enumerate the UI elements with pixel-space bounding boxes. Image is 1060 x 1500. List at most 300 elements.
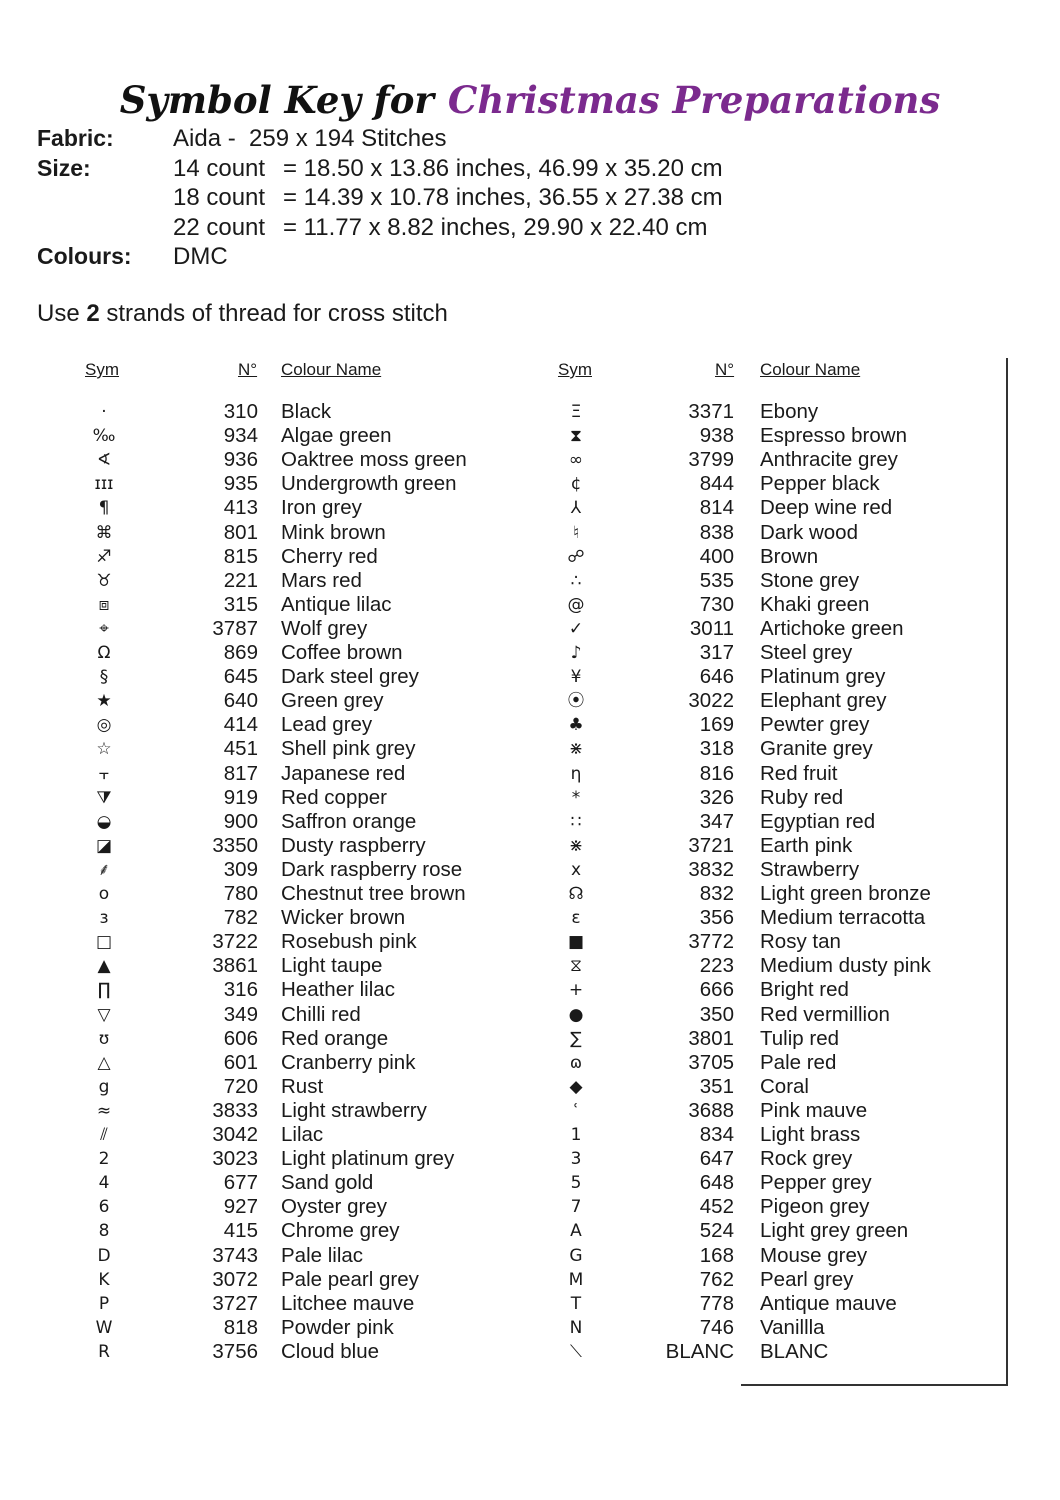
colour-name-right: Light grey green [760,1219,909,1243]
table-row [0,1123,1060,1147]
table-row [0,569,1060,593]
symbol-right: ∴ [570,570,582,591]
symbol-right: G [569,1245,583,1266]
dmc-number-right: 3801 [688,1026,734,1050]
symbol-right: A [570,1221,582,1242]
colour-name-left: Light platinum grey [281,1147,455,1171]
table-row [0,472,1060,496]
fabric-label: Fabric: [37,125,114,151]
dmc-number-left: 677 [223,1171,258,1195]
symbol-left: ▽ [97,1004,111,1025]
colour-name-left: Saffron orange [281,809,417,833]
size-count: 22 count [173,213,266,241]
colour-name-left: Undergrowth green [281,472,457,496]
dmc-number-left: 315 [223,592,258,616]
symbol-right: ƞ [570,763,582,784]
colour-name-left: Cherry red [281,544,378,568]
strands-pre: Use [37,300,87,327]
dmc-number-right: 647 [699,1147,734,1171]
symbol-left: ♉ [96,570,112,591]
colour-name-left: Dark raspberry rose [281,857,463,881]
symbol-left: g [98,1076,110,1097]
symbol-left: ⌖ [99,618,109,639]
fabric-row [37,124,1037,154]
table-row [0,1171,1060,1195]
symbol-right: ε [571,908,581,929]
colour-name-right: Stone grey [760,568,860,592]
symbol-left: ♐ [96,546,112,567]
dmc-number-left: 934 [223,424,258,448]
dmc-number-left: 801 [223,520,258,544]
symbol-left: ∏ [97,980,111,1001]
dmc-number-left: 349 [223,1002,258,1026]
symbol-left: ≈ [96,1100,112,1121]
table-row [0,1268,1060,1292]
symbol-right: @ [567,594,585,615]
page-title [0,78,1060,122]
size-row [37,213,1037,243]
dmc-number-left: 316 [223,978,258,1002]
table-row [0,665,1060,689]
table-row [0,545,1060,569]
colour-name-right: Pepper grey [760,1171,872,1195]
symbol-right: ɷ [569,1052,583,1073]
strands-post: strands of thread for cross stitch [99,300,448,327]
colour-name-left: Wicker brown [281,906,406,930]
symbol-left: D [97,1245,111,1266]
colour-name-left: Light taupe [281,954,383,978]
size-row [37,154,1037,184]
symbol-left: W [95,1317,113,1338]
colour-name-right: Khaki green [760,592,870,616]
symbol-right: ■ [567,932,585,953]
table-row [0,1051,1060,1075]
dmc-number-right: 3721 [688,833,734,857]
colour-name-right: Pepper black [760,472,880,496]
fabric-value: Aida - 259 x 194 Stitches [173,125,447,152]
table-row [0,689,1060,713]
colour-name-left: Dusty raspberry [281,833,426,857]
colour-name-right: Pale red [760,1050,837,1074]
dmc-number-right: 317 [699,641,734,664]
colour-name-right: Medium dusty pink [760,954,931,978]
colour-name-left: Chilli red [281,1002,361,1026]
colour-name-left: Pale lilac [281,1243,364,1267]
table-row [0,593,1060,617]
dmc-number-left: 3350 [212,833,258,857]
colours-row [37,242,1037,272]
symbol-left: △ [97,1052,111,1073]
colour-name-right: Pink mauve [760,1098,868,1122]
table-row [0,641,1060,665]
dmc-number-right: 832 [699,882,734,905]
dmc-number-left: 645 [223,665,258,689]
symbol-left: ◒ [96,811,112,832]
colour-name-right: Pearl grey [760,1267,854,1291]
header-sym-right: Sym [558,360,592,379]
symbol-right: ✓ [568,618,584,639]
table-row [0,1027,1060,1051]
dmc-number-right: 778 [699,1291,734,1315]
symbol-left: ⧈ [98,594,110,615]
colour-name-left: Wolf grey [281,616,368,640]
dmc-number-left: 413 [223,496,258,520]
title-prefix: Symbol Key for [119,78,434,122]
table-row [0,930,1060,954]
table-row [0,521,1060,545]
table-row [0,1075,1060,1099]
table-row [0,448,1060,472]
symbol-left: ☆ [96,739,112,760]
dmc-number-right: 350 [699,1002,734,1026]
header-num-left: N° [238,360,258,379]
symbol-right: ∑ [570,1028,582,1049]
colour-name-right: Antique mauve [760,1291,897,1315]
symbol-right: 7 [570,1197,582,1218]
dmc-number-right: 3688 [688,1098,734,1122]
colour-name-right: Tulip red [760,1026,839,1050]
colour-name-left: Algae green [281,424,392,448]
dmc-number-right: 318 [699,737,734,761]
dmc-number-right: 326 [699,785,734,809]
table-row [0,858,1060,882]
title-design-name: Christmas Preparations [447,78,941,122]
dmc-number-right: BLANC [665,1339,734,1363]
colour-name-right: Pewter grey [760,713,870,737]
dmc-number-right: 834 [699,1123,734,1146]
table-row [0,1316,1060,1340]
symbol-left: ⸙ [97,859,111,880]
dmc-number-right: 535 [699,568,734,592]
colour-name-left: Rosebush pink [281,930,417,954]
table-row [0,400,1060,424]
colour-name-right: Ebony [760,400,819,423]
colour-name-right: Light green bronze [760,882,931,905]
colour-name-left: Oaktree moss green [281,448,467,472]
fabric-info [37,124,1037,272]
dmc-number-left: 309 [223,857,258,881]
dmc-number-left: 3743 [212,1243,258,1267]
size-count: 18 count [173,184,266,211]
dmc-number-left: 640 [223,689,258,713]
dmc-number-left: 606 [223,1026,258,1050]
colour-name-right: Granite grey [760,737,873,761]
symbol-left: P [98,1293,110,1314]
dmc-number-right: 666 [699,978,734,1002]
dmc-number-left: 3756 [212,1339,258,1363]
symbol-right: ⟍ [570,1341,582,1362]
colour-name-right: Red fruit [760,761,838,785]
symbol-left: ‰ [92,426,116,447]
symbol-left: · [101,402,107,422]
symbol-right: ♮ [572,522,580,543]
symbol-right: + [568,980,584,1001]
symbol-left: ʊ [98,1028,110,1049]
colour-name-left: Black [281,400,332,423]
dmc-number-right: 3371 [688,400,734,423]
symbol-left: ⌘ [95,522,113,543]
colour-name-left: Shell pink grey [281,737,416,761]
symbol-right: 5 [570,1173,582,1194]
symbol-right: ∞ [568,450,584,471]
colour-name-right: Vanillla [760,1315,825,1339]
dmc-number-left: 3727 [212,1291,258,1315]
symbol-right: ¢ [570,474,582,495]
symbol-right: ⧖ [570,956,582,977]
size-label: Size: [37,154,91,181]
size-row [37,183,1037,213]
table-row [0,1340,1060,1364]
colour-name-right: Deep wine red [760,496,893,520]
symbol-left: 4 [98,1173,110,1194]
header-num-right: N° [715,360,735,379]
dmc-number-right: 3705 [688,1050,734,1074]
dmc-number-right: 347 [699,809,734,833]
colour-name-left: Light strawberry [281,1098,427,1122]
dmc-number-left: 780 [223,882,258,905]
dmc-number-right: 3011 [689,616,734,640]
dmc-number-right: 169 [699,713,734,737]
symbol-right: ⋇ [568,739,584,760]
dmc-number-right: 814 [699,496,734,520]
symbol-left: ɜ [99,908,109,929]
symbol-left: ⧩ [96,787,112,808]
symbol-right: M [568,1269,584,1290]
dmc-number-left: 451 [223,737,258,761]
colours-label: Colours: [37,243,132,269]
colour-name-left: Japanese red [281,761,406,785]
colour-name-right: Bright red [760,978,849,1002]
table-row [0,786,1060,810]
dmc-number-right: 762 [699,1267,734,1291]
symbol-right: ◆ [569,1076,583,1097]
table-row [0,424,1060,448]
dmc-number-left: 3787 [212,616,258,640]
symbol-left: o [98,884,110,904]
symbol-left: 2 [98,1149,110,1170]
colour-name-right: Strawberry [760,857,860,881]
size-dims: = 11.77 x 8.82 inches, 29.90 x 22.40 cm [283,213,708,241]
symbol-right: ♪ [570,643,582,663]
colour-name-right: Espresso brown [760,424,907,448]
symbol-right: T [570,1293,582,1314]
symbol-right: ¥ [570,667,582,688]
table-row [0,834,1060,858]
table-row [0,1244,1060,1268]
table-border-bottom [741,1384,1007,1386]
dmc-number-left: 601 [223,1050,258,1074]
table-row [0,762,1060,786]
dmc-number-right: 168 [699,1243,734,1267]
colour-name-left: Lead grey [281,713,373,737]
dmc-number-right: 938 [699,424,734,448]
strands-instruction [37,300,448,328]
colour-name-right: Rosy tan [760,930,841,954]
table-row [0,1219,1060,1243]
colour-name-left: Powder pink [281,1315,394,1339]
symbol-right: ʿ [573,1100,579,1121]
colour-name-left: Pale pearl grey [281,1267,419,1291]
dmc-number-left: 935 [223,472,258,496]
dmc-number-right: 3022 [688,689,734,713]
symbol-left: R [98,1341,110,1362]
dmc-number-left: 720 [223,1074,258,1098]
table-row [0,737,1060,761]
colour-name-left: Cranberry pink [281,1050,416,1074]
symbol-right: ⅄ [570,498,582,519]
colour-name-left: Coffee brown [281,641,403,664]
colour-name-right: Rock grey [760,1147,853,1171]
table-row [0,810,1060,834]
symbol-right: ☍ [567,546,585,567]
dmc-number-right: 3799 [688,448,734,472]
colour-name-left: Dark steel grey [281,665,419,689]
dmc-number-left: 414 [223,713,258,737]
table-row [0,1003,1060,1027]
symbol-right: ⋇ [568,835,584,856]
symbol-left: 8 [98,1221,110,1242]
symbol-right: ● [568,1004,584,1025]
header-name-right: Colour Name [760,360,861,379]
dmc-number-left: 817 [223,761,258,785]
colour-name-right: Elephant grey [760,689,887,713]
dmc-number-right: 351 [699,1074,734,1098]
colour-name-left: Chestnut tree brown [281,882,466,905]
dmc-number-right: 223 [699,954,734,978]
table-row [0,1195,1060,1219]
dmc-number-left: 3833 [212,1098,258,1122]
table-row [0,713,1060,737]
dmc-number-right: 730 [699,592,734,616]
dmc-number-right: 646 [699,665,734,689]
table-row [0,978,1060,1002]
colour-name-right: Medium terracotta [760,906,926,930]
size-count: 14 count [173,154,266,182]
dmc-number-right: 452 [699,1195,734,1219]
colour-name-left: Rust [281,1074,324,1098]
colour-name-right: Anthracite grey [760,448,898,472]
colour-name-left: Litchee mauve [281,1291,415,1315]
symbol-left: ⫽ [100,1125,108,1145]
symbol-left: □ [95,932,113,953]
symbol-right: ⦿ [567,691,585,712]
colour-name-left: Oyster grey [281,1195,387,1219]
symbol-right: Ξ [570,402,582,422]
colour-name-right: Artichoke green [760,616,904,640]
size-dims: = 18.50 x 13.86 inches, 46.99 x 35.20 cm [283,154,723,182]
dmc-number-left: 3722 [212,930,258,954]
table-row [0,1099,1060,1123]
symbol-right: 1 [570,1125,582,1145]
colour-name-left: Iron grey [281,496,362,520]
table-row [0,1292,1060,1316]
strands-count: 2 [86,300,100,327]
header-name-left: Colour Name [281,360,382,379]
symbol-left: ◪ [95,835,113,856]
size-dims: = 14.39 x 10.78 inches, 36.55 x 27.38 cm [283,184,723,211]
colour-name-right: Pigeon grey [760,1195,870,1219]
dmc-number-left: 919 [223,785,258,809]
dmc-number-right: 816 [699,761,734,785]
dmc-number-right: 838 [699,520,734,544]
dmc-number-left: 900 [223,809,258,833]
dmc-number-left: 3072 [212,1267,258,1291]
dmc-number-right: 3832 [688,857,734,881]
dmc-number-right: 844 [699,472,734,496]
colour-name-left: Antique lilac [281,592,392,616]
dmc-number-right: 648 [699,1171,734,1195]
table-row [0,617,1060,641]
symbol-left: ∢ [96,450,112,471]
dmc-number-left: 869 [223,641,258,664]
table-border-right [1006,358,1008,1386]
symbol-right: ♣ [568,715,584,736]
colour-name-left: Chrome grey [281,1219,400,1243]
table-row [0,496,1060,520]
dmc-number-left: 818 [223,1315,258,1339]
dmc-number-left: 3861 [212,954,258,978]
symbol-right: ∷ [570,811,582,832]
table-row [0,954,1060,978]
symbol-left: ɪɪɪ [94,474,114,495]
symbol-left: ★ [96,691,112,712]
symbol-left: ◎ [96,715,112,736]
header-sym-left: Sym [85,360,119,379]
colour-name-right: Light brass [760,1123,861,1146]
colour-name-right: Mouse grey [760,1243,868,1267]
colour-name-right: Platinum grey [760,665,886,689]
dmc-number-right: 400 [699,544,734,568]
colour-name-right: BLANC [760,1339,829,1363]
symbol-right: N [569,1317,583,1338]
symbol-right: x [570,859,582,880]
colour-name-right: Steel grey [760,641,853,664]
table-row [0,1147,1060,1171]
colour-name-left: Green grey [281,689,384,713]
symbol-left: § [99,667,109,688]
colour-name-right: Egyptian red [760,809,876,833]
dmc-number-right: 746 [699,1315,734,1339]
colour-name-right: Brown [760,544,819,568]
colour-name-left: Lilac [281,1123,324,1146]
symbol-left: K [98,1269,110,1290]
colour-name-right: Earth pink [760,833,853,857]
colour-name-left: Red orange [281,1026,389,1050]
dmc-number-left: 782 [223,906,258,930]
dmc-number-right: 356 [699,906,734,930]
colour-name-left: Heather lilac [281,978,395,1002]
symbol-right: ⧗ [570,426,582,447]
colour-name-right: Coral [760,1074,809,1098]
table-row [0,882,1060,906]
dmc-number-left: 415 [223,1219,258,1243]
colour-name-left: Mink brown [281,520,386,544]
colour-name-left: Sand gold [281,1171,374,1195]
table-row [0,906,1060,930]
colour-name-right: Ruby red [760,785,844,809]
symbol-left: ¶ [98,498,110,519]
colour-name-left: Red copper [281,785,387,809]
dmc-number-left: 3023 [212,1147,258,1171]
symbol-right: * [571,787,581,808]
symbol-left: Ω [97,643,111,663]
colour-name-left: Cloud blue [281,1339,380,1363]
dmc-number-left: 815 [223,544,258,568]
dmc-number-right: 524 [699,1219,734,1243]
colours-value: DMC [173,243,228,270]
dmc-number-left: 927 [223,1195,258,1219]
symbol-left: 6 [98,1197,110,1218]
